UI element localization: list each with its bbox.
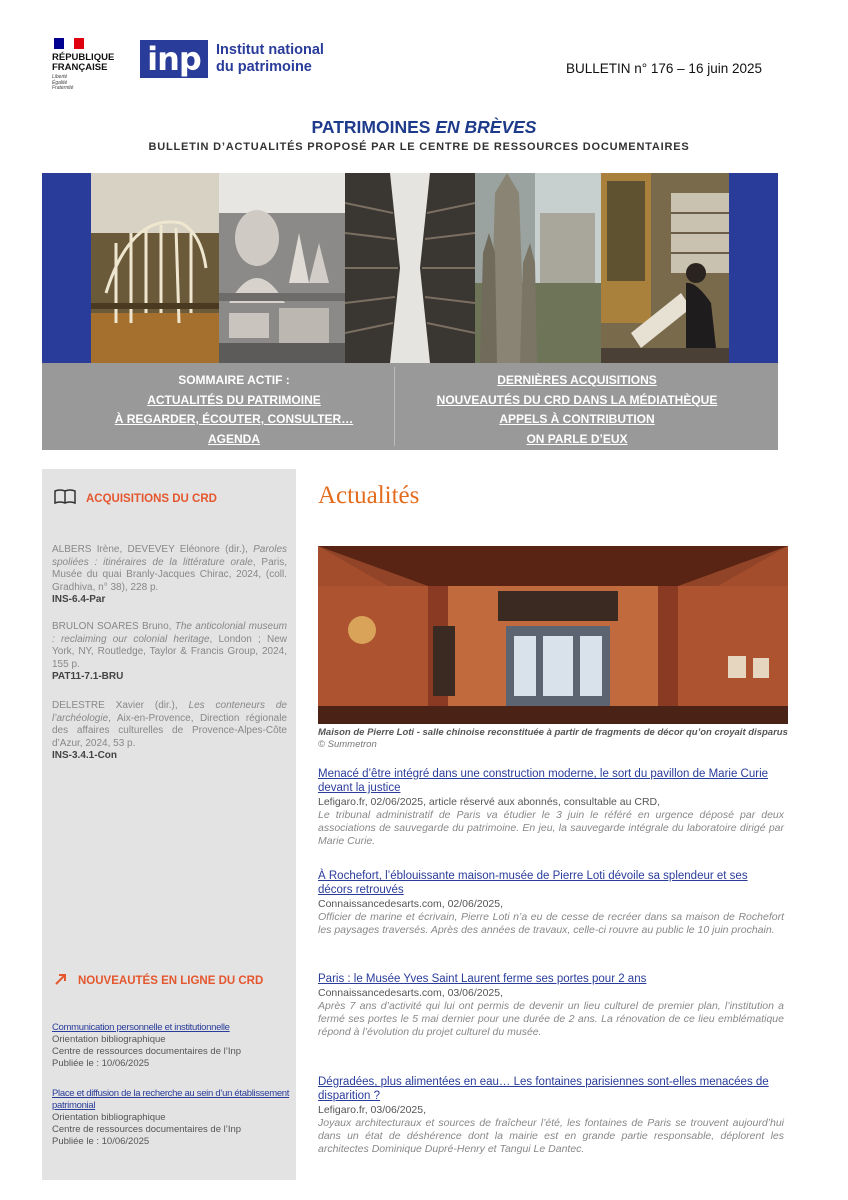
summary-menu-left xyxy=(64,371,404,449)
banner-photo-skeleton-gallery xyxy=(91,173,219,363)
news-article-link[interactable]: Paris : le Musée Yves Saint Laurent ferme ses portes pour 2 ans xyxy=(318,973,647,985)
arrow-up-right-icon xyxy=(54,972,68,989)
news-article-source: Connaissancedesarts.com, 02/06/2025, xyxy=(318,898,504,910)
menu-divider xyxy=(394,367,395,446)
menu-link-agenda[interactable]: AGENDA xyxy=(207,431,260,446)
news-article xyxy=(318,767,784,848)
news-article-summary: Joyaux architecturaux et sources de fraîcheur l’été, les fontaines de Paris se trouvent aujourd’hui dans un état de déshérence dont la mairie est en grande partie responsable, déplorent les architectes Dominique Dupré-Henry et Tangui Le Dantec. xyxy=(318,1117,784,1155)
news-article-source: Lefigaro.fr, 03/06/2025, xyxy=(318,1104,426,1116)
banner-photo-archive-stacks xyxy=(345,173,475,363)
summary-menu xyxy=(42,363,778,450)
acquisition-item: BRULON SOARES Bruno, The anticolonial museum : reclaiming our colonial heritage, London ; New York, NY, Routledge, Taylor & Francis Group, 2024, 155 p. PAT11-7.1-BRU xyxy=(52,621,288,682)
french-flag-icon xyxy=(54,38,84,49)
call-number: PAT11-7.1-BRU xyxy=(52,671,124,682)
bulletin-number: BULLETIN n° 176 – 16 juin 2025 xyxy=(565,61,762,76)
acquisition-item: ALBERS Irène, DEVEVEY Eléonore (dir.), Paroles spoliées : itinéraires de la littérature orale, Paris, Musée du quai Branly-Jacques Chirac, 2024, (coll. Gradhiva, n° 38), 228 p. INS-6.4-Par xyxy=(52,544,287,605)
news-article-summary: Le tribunal administratif de Paris va étudier le 3 juin le référé en urgence déposé par deux associations de sauvegarde du patrimoine. En jeu, la sauvegarde intégrale du laboratoire dirigé par Marie Curie. xyxy=(318,809,784,847)
banner-photo-plaster-casts xyxy=(219,173,345,363)
call-number: INS-6.4-Par xyxy=(52,594,106,605)
menu-link-on-parle-deux[interactable]: ON PARLE D’EUX xyxy=(526,431,628,446)
inp-logo-mark: inp xyxy=(140,40,208,78)
menu-link-dernieres-acquisitions[interactable]: DERNIÈRES ACQUISITIONS xyxy=(497,373,657,387)
sidebar xyxy=(42,469,296,1180)
online-item-link[interactable]: Communication personnelle et institutionnelle xyxy=(52,1022,230,1033)
main-photo-pierre-loti-chinese-room xyxy=(318,546,788,724)
banner-photo-restoration-workshop xyxy=(601,173,729,363)
menu-link-appels-contribution[interactable]: APPELS À CONTRIBUTION xyxy=(499,412,655,426)
news-article-link[interactable]: Dégradées, plus alimentées en eau… Les fontaines parisiennes sont-elles menacées de disparition ? xyxy=(318,1076,769,1102)
menu-link-nouveautes-crd[interactable]: NOUVEAUTÉS DU CRD DANS LA MÉDIATHÈQUE xyxy=(436,392,718,407)
menu-link-actualites[interactable]: ACTUALITÉS DU PATRIMOINE xyxy=(147,392,321,407)
republique-francaise-logo: RÉPUBLIQUE FRANÇAISE Liberté Égalité Fraternité xyxy=(52,38,127,92)
section-title-actualites: Actualités xyxy=(318,482,420,509)
banner-photo-strip xyxy=(42,173,778,363)
news-article xyxy=(318,869,784,937)
acquisitions-heading: ACQUISITIONS DU CRD xyxy=(54,489,217,508)
online-item-link[interactable]: Place et diffusion de la recherche au sein d’un établissement patrimonial xyxy=(52,1088,290,1111)
banner-photo-gothic-spire xyxy=(475,173,601,363)
page-subtitle: BULLETIN D’ACTUALITÉS PROPOSÉ PAR LE CENTRE DE RESSOURCES DOCUMENTAIRES xyxy=(148,141,690,153)
menu-link-regarder-ecouter[interactable]: À REGARDER, ÉCOUTER, CONSULTER… xyxy=(114,412,354,426)
news-article xyxy=(318,972,784,1039)
news-article-summary: Officier de marine et écrivain, Pierre Loti n’a eu de cesse de recréer dans sa maison de Rochefort les paysages traversés. Après des années de travaux, celle-ci rouvre au public le 10 juin prochain. xyxy=(318,911,784,936)
photo-caption: Maison de Pierre Loti - salle chinoise reconstituée à partir de fragments de décor qu’on croyait disparus © Summetron xyxy=(318,727,788,750)
news-article-link[interactable]: Menacé d’être intégré dans une construction moderne, le sort du pavillon de Marie Curie devant la justice xyxy=(318,768,769,794)
page-title: PATRIMOINES EN BRÈVES xyxy=(311,117,537,137)
news-article-link[interactable]: À Rochefort, l’éblouissante maison-musée de Pierre Loti dévoile sa splendeur et ses décors retrouvés xyxy=(318,870,748,896)
open-book-icon xyxy=(54,489,76,508)
news-article-source: Lefigaro.fr, 02/06/2025, article réservé aux abonnés, consultable au CRD, xyxy=(318,796,661,808)
summary-menu-right xyxy=(407,371,747,449)
online-item: Place et diffusion de la recherche au sein d’un établissement patrimonial Orientation bibliographique Centre de ressources documentaires de l’Inp Publiée le : 10/06/2025 xyxy=(52,1088,292,1148)
inp-logo: inp Institut national du patrimoine xyxy=(140,40,324,78)
news-article-summary: Après 7 ans d’activité qui lui ont permis de devenir un lieu culturel de premier plan, l’institution a fermé ses portes le 5 mai dernier pour une durée de 2 ans. La rénovation de ce lieu emblématique répond à l’évolution du projet culturel du musée. xyxy=(318,1000,784,1038)
summary-heading: SOMMAIRE ACTIF : xyxy=(178,373,290,387)
acquisition-item: DELESTRE Xavier (dir.), Les conteneurs de l’archéologie, Aix-en-Provence, Direction régionale des affaires culturelles de Provence-Alpes-Côte d’Azur, 2024, 53 p. INS-3.4.1-Con xyxy=(52,700,287,761)
online-news-heading: NOUVEAUTÉS EN LIGNE DU CRD xyxy=(54,972,263,989)
call-number: INS-3.4.1-Con xyxy=(52,750,118,761)
online-item: Communication personnelle et institutionnelle Orientation bibliographique Centre de ressources documentaires de l’Inp Publiée le : 10/06/2025 xyxy=(52,1022,292,1070)
news-article xyxy=(318,1075,784,1156)
news-article-source: Connaissancedesarts.com, 03/06/2025, xyxy=(318,987,504,999)
